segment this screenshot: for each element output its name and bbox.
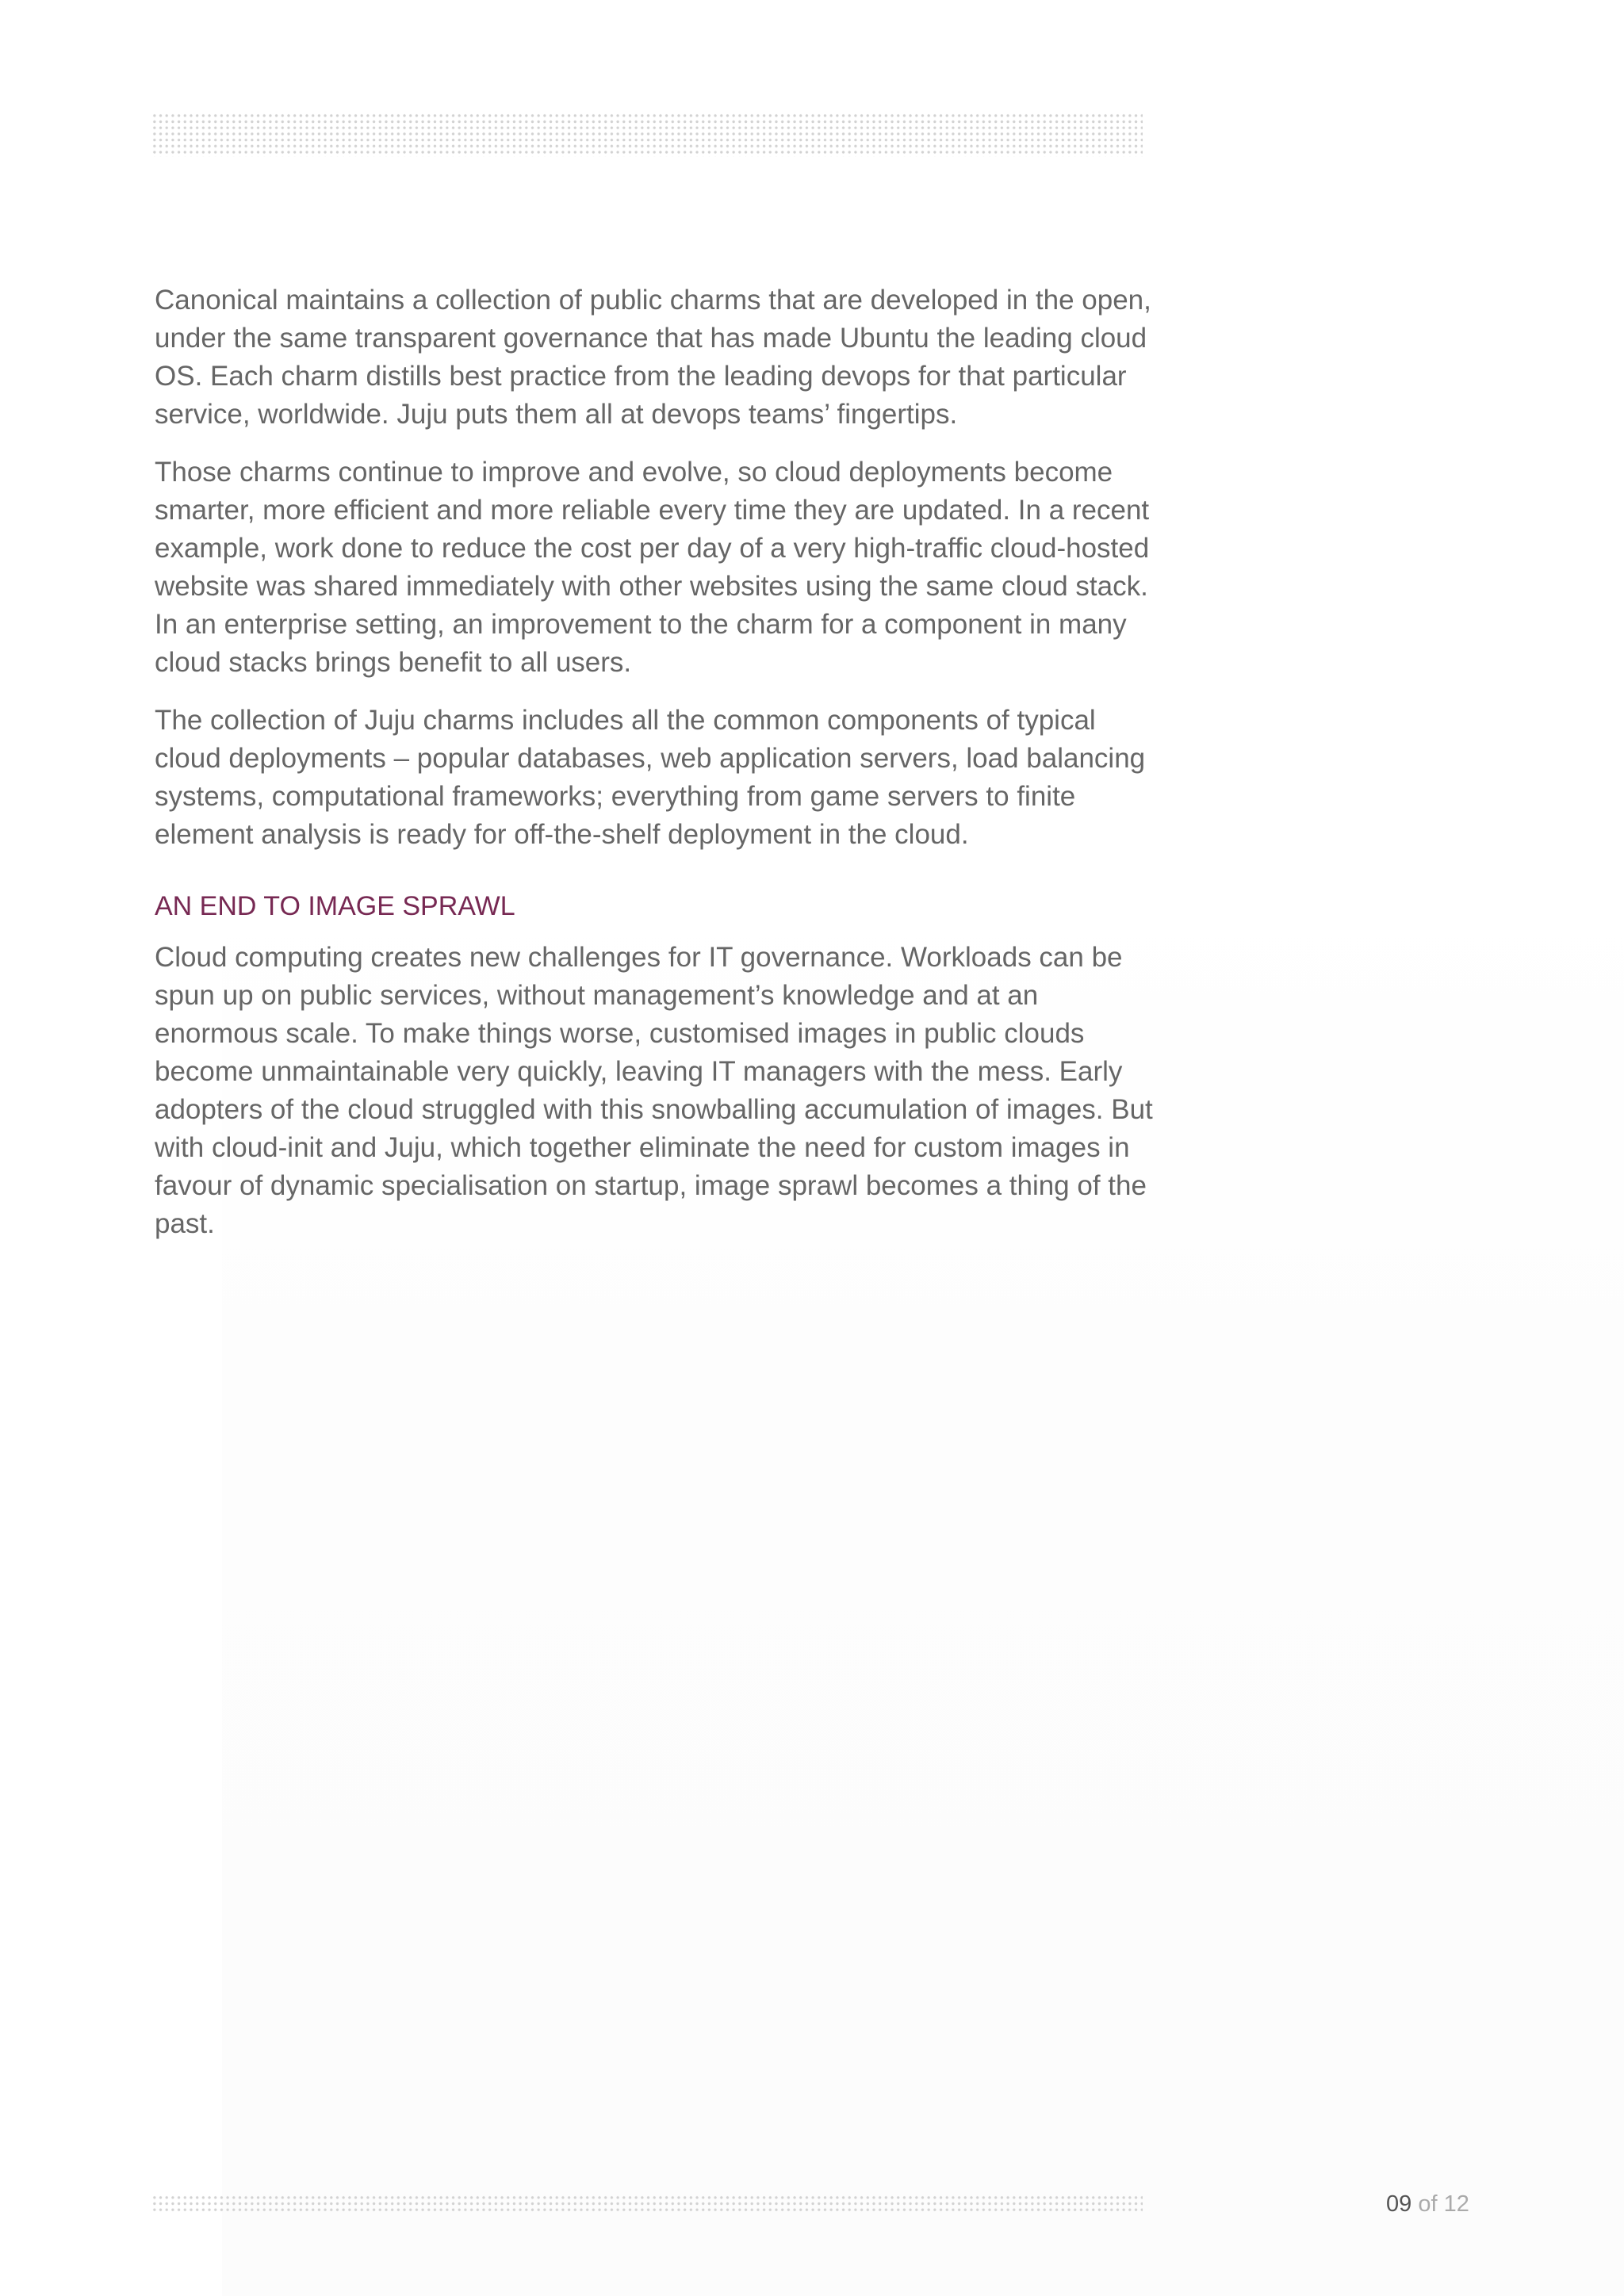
page-number-current: 09 [1386,2191,1412,2217]
main-content [155,281,1154,1263]
section-heading: AN END TO IMAGE SPRAWL [155,891,515,921]
dotted-footer-band [151,2195,1143,2214]
body-paragraph: The collection of Juju charms includes all the common components of typical cloud deployments – popular databases, web application servers, load balancing systems, computational frameworks; everything from game servers to finite element analysis is ready for off-the-shelf deployment in the cloud. [155,705,1146,850]
page-number-total: of 12 [1411,2191,1469,2217]
body-paragraph: Those charms continue to improve and evolve, so cloud deployments become smarter, more efficient and more reliable every time they are updated. In a recent example, work done to reduce the cost per day of a very high-traffic cloud-hosted website was shared immediately with other websites using the same cloud stack. In an enterprise setting, an improvement to the charm for a component in many cloud stacks brings benefit to all users. [155,457,1150,678]
body-paragraph: Cloud computing creates new challenges for IT governance. Workloads can be spun up on public services, without management’s knowledge and at an enormous scale. To make things worse, customised images in public clouds become unmaintainable very quickly, leaving IT managers with the mess. Early adopters of the cloud struggled with this snowballing accumulation of images. But with cloud-init and Juju, which together eliminate the need for custom images in favour of dynamic specialisation on startup, image sprawl becomes a thing of the past. [155,942,1153,1239]
page-number [1386,2188,1469,2220]
body-paragraph: Canonical maintains a collection of public charms that are developed in the open, under the same transparent governance that has made Ubuntu the leading cloud OS. Each charm distills best practice from the leading devops for that particular service, worldwide. Juju puts them all at devops teams’ fingertips. [155,285,1151,430]
dotted-header-band [151,113,1143,157]
